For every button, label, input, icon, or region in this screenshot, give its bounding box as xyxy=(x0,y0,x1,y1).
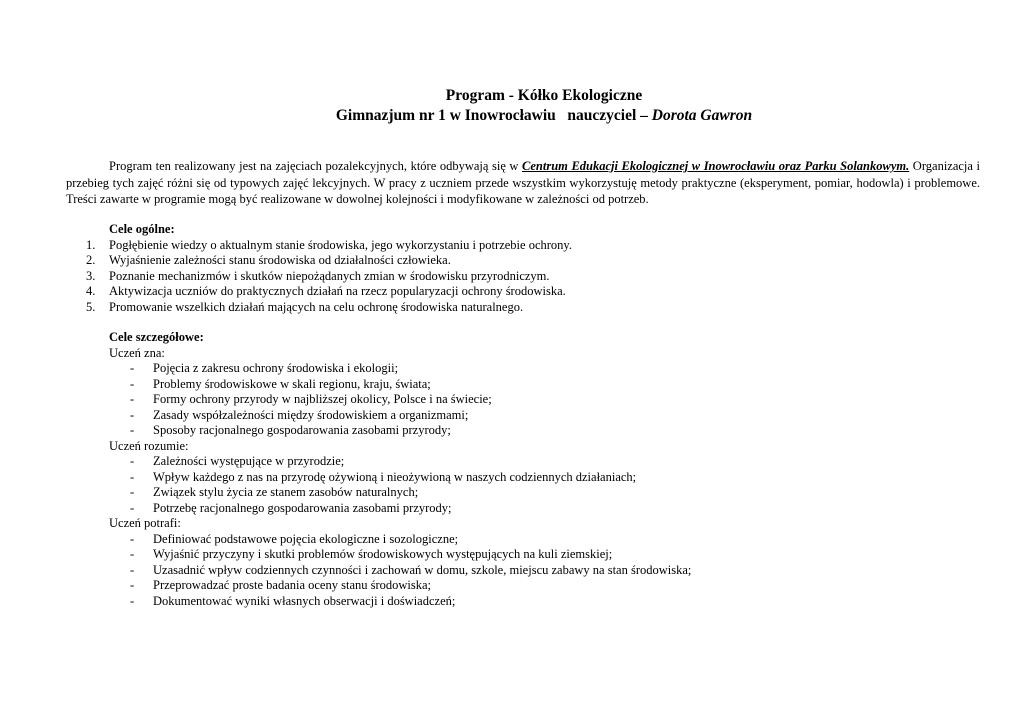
general-goal-text: Poznanie mechanizmów i skutków niepożądanych zmian w środowisku przyrodniczym. xyxy=(109,268,550,283)
dash-bullet: - xyxy=(130,593,135,608)
title-line-2 xyxy=(0,106,1024,126)
dash-bullet: - xyxy=(130,485,135,499)
detailed-goal-text: Wyjaśnić przyczyny i skutki problemów środowiskowych występujących na kuli ziemskiej; xyxy=(153,547,613,561)
general-goal-text: Pogłębienie wiedzy o aktualnym stanie środowiska, jego wykorzystaniu i potrzebie ochrony. xyxy=(109,237,572,252)
detailed-goal-text: Związek stylu życia ze stanem zasobów naturalnych; xyxy=(153,485,419,499)
understands-label: Uczeń rozumie: xyxy=(109,438,189,453)
document-title xyxy=(0,86,1024,126)
detailed-goal-text: Problemy środowiskowe w skali regionu, kraju, świata; xyxy=(153,376,431,391)
author-name: Dorota Gawron xyxy=(651,107,753,124)
list-number: 5. xyxy=(86,299,96,314)
general-goal-text: Wyjaśnienie zależności stanu środowiska od działalności człowieka. xyxy=(109,253,451,267)
dash-bullet: - xyxy=(130,547,135,561)
list-number: 2. xyxy=(86,253,96,267)
title-line-1: Program - Kółko Ekologiczne xyxy=(445,87,643,104)
detailed-goal-item xyxy=(66,408,980,424)
detailed-goal-text: Dokumentować wyniki własnych obserwacji i doświadczeń; xyxy=(153,593,456,608)
detailed-goal-item xyxy=(66,454,980,470)
detailed-goal-item xyxy=(66,377,980,393)
center-name: Centrum Edukacji Ekologicznej w Inowrocławiu oraz Parku Solankowym. xyxy=(522,159,910,173)
general-goals-heading: Cele ogólne: xyxy=(109,222,175,236)
detailed-goal-item xyxy=(66,501,980,517)
detailed-goal-item xyxy=(66,485,980,501)
dash-bullet: - xyxy=(130,562,135,577)
dash-bullet: - xyxy=(130,578,135,592)
detailed-goal-text: Wpływ każdego z nas na przyrodę ożywioną i nieożywioną w naszych codziennych działaniach; xyxy=(153,469,637,484)
detailed-goal-item xyxy=(66,547,980,563)
general-goal-item xyxy=(66,269,980,285)
list-number: 4. xyxy=(86,284,96,298)
dash-bullet: - xyxy=(130,423,135,437)
general-goal-item xyxy=(66,253,980,269)
knows-label: Uczeń zna: xyxy=(109,345,165,360)
intro-paragraph xyxy=(66,158,980,208)
detailed-goal-text: Przeprowadzać proste badania oceny stanu środowiska; xyxy=(153,578,432,592)
detailed-goal-text: Zależności występujące w przyrodzie; xyxy=(153,454,345,468)
intro-text-start: Program ten realizowany jest na zajęciach pozalekcyjnych, które odbywają się w xyxy=(109,159,523,173)
knows-list xyxy=(66,361,980,439)
dash-bullet: - xyxy=(130,454,135,468)
detailed-goal-text: Formy ochrony przyrody w najbliższej okolicy, Polsce i na świecie; xyxy=(153,392,492,406)
detailed-goal-item xyxy=(66,361,980,377)
list-number: 1. xyxy=(86,237,96,252)
school-teacher-label: Gimnazjum nr 1 w Inowrocławiu nauczyciel – xyxy=(335,107,652,124)
general-goals-section xyxy=(66,222,980,315)
detailed-goal-text: Uzasadnić wpływ codziennych czynności i zachowań w domu, szkole, miejscu zabawy na stan środowiska; xyxy=(153,562,692,577)
intro-text-end: Organizacja i przebieg tych zajęć różni się od typowych zajęć lekcyjnych. W pracy z uczniem przede wszystkim wykorzystuję metody praktyczne (eksperyment, pomiar, hodowla) i problemowe. Treści zawarte w programie mogą być realizowane w dowolnej kolejności i modyfikowane w zależności od potrzeb. xyxy=(66,159,980,206)
dash-bullet: - xyxy=(130,500,135,515)
detailed-goals-heading: Cele szczegółowe: xyxy=(109,330,204,344)
list-number: 3. xyxy=(86,268,96,283)
dash-bullet: - xyxy=(130,392,135,406)
detailed-goal-text: Pojęcia z zakresu ochrony środowiska i ekologii; xyxy=(153,361,399,375)
detailed-goal-item xyxy=(66,470,980,486)
general-goal-text: Promowanie wszelkich działań mających na celu ochronę środowiska naturalnego. xyxy=(109,299,524,314)
dash-bullet: - xyxy=(130,361,135,375)
detailed-goal-item xyxy=(66,578,980,594)
detailed-goal-item xyxy=(66,423,980,439)
detailed-goal-text: Zasady współzależności między środowiskiem a organizmami; xyxy=(153,407,469,422)
can-list xyxy=(66,532,980,610)
detailed-goal-text: Definiować podstawowe pojęcia ekologiczne i sozologiczne; xyxy=(153,531,459,546)
dash-bullet: - xyxy=(130,376,135,391)
detailed-goal-item xyxy=(66,594,980,610)
general-goal-item xyxy=(66,238,980,254)
detailed-goal-item xyxy=(66,392,980,408)
dash-bullet: - xyxy=(130,407,135,422)
detailed-goal-text: Sposoby racjonalnego gospodarowania zasobami przyrody; xyxy=(153,423,451,437)
detailed-goal-item xyxy=(66,532,980,548)
understands-list xyxy=(66,454,980,516)
dash-bullet: - xyxy=(130,531,135,546)
detailed-goal-item xyxy=(66,563,980,579)
dash-bullet: - xyxy=(130,469,135,484)
general-goal-text: Aktywizacja uczniów do praktycznych działań na rzecz popularyzacji ochrony środowiska. xyxy=(109,284,566,298)
general-goal-item xyxy=(66,300,980,316)
general-goals-list xyxy=(66,238,980,316)
general-goal-item xyxy=(66,284,980,300)
can-label: Uczeń potrafi: xyxy=(109,516,181,530)
detailed-goal-text: Potrzebę racjonalnego gospodarowania zasobami przyrody; xyxy=(153,500,452,515)
detailed-goals-section xyxy=(66,330,980,609)
